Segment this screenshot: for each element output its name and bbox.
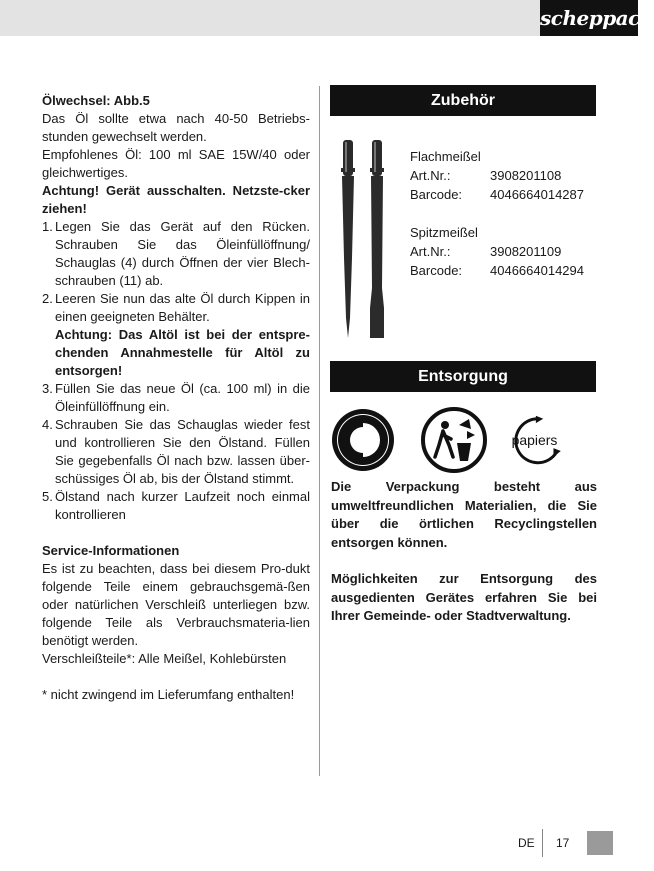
oil-recommendation: Empfohlenes Öl: 100 ml SAE 15W/40 oder gleichwertiges. (42, 147, 310, 180)
step-5: 5. Ölstand nach kurzer Laufzeit noch einmal kontrollieren (42, 489, 310, 522)
chisels-image (332, 138, 394, 343)
footer-divider (542, 829, 543, 857)
accessory-list: Flachmeißel Art.Nr.: 3908201108 Barcode: 4046664014287 Spitzmeißel Art.Nr.: 3908201109 Barcode: 4046664014294 (410, 147, 610, 280)
accessories-heading: Zubehör (330, 85, 596, 116)
art-number: 3908201109 (490, 244, 562, 259)
language-code: DE (518, 836, 535, 850)
left-column (42, 92, 310, 704)
oil-intro: Das Öl sollte etwa nach 40-50 Betriebs-stunden gewechselt werden. (42, 111, 310, 144)
disposal-heading: Entsorgung (330, 361, 596, 392)
oil-change-title: Ölwechsel: Abb.5 (42, 93, 150, 108)
scheppach-logo: scheppach (540, 0, 638, 36)
footnote: * nicht zwingend im Lieferumfang enthalten! (42, 687, 295, 702)
svg-text:papiers: papiers (511, 432, 558, 449)
tidyman-icon (421, 405, 487, 475)
oil-warning: Achtung! Gerät ausschalten. Netzste-cker ziehen! (42, 183, 310, 216)
barcode: 4046664014287 (490, 187, 584, 202)
column-divider (319, 86, 320, 776)
accessory-name-point: Spitzmeißel (410, 225, 478, 240)
barcode: 4046664014294 (490, 263, 584, 278)
step-2: 2. Leeren Sie nun das alte Öl durch Kippen in einen geeigneten Behälter. Achtung: Das Altöl ist bei der entspre-chenden Annahmestelle für Altöl zu entsorgen! (42, 291, 310, 378)
papiers-recycle-icon (508, 405, 574, 475)
page-number: 17 (556, 836, 570, 850)
accessory-name-flat: Flachmeißel (410, 149, 481, 164)
disposal-text: Möglichkeiten zur Entsorgung des ausgedienten Gerätes erfahren Sie bei Ihrer Gemeinde- oder Stadtverwaltung. (331, 571, 597, 623)
packaging-text: Die Verpackung besteht aus umweltfreundlichen Materialien, die Sie über die örtlichen Recyclingstellen entsorgen können. (331, 479, 597, 550)
step-1: 1. Legen Sie das Gerät auf den Rücken. Schrauben Sie das Öleinfüllöffnung/ Schauglas (4) durch Öffnen der vier Blech-schrauben (11) ab. (42, 219, 310, 288)
step-4: 4. Schrauben Sie das Schauglas wieder fest und kontrollieren Sie den Ölstand. Füllen Sie gegebenfalls Öl nach bzw. lassen über-schüssiges Öl ab, bis der Ölstand stimmt. (42, 417, 310, 486)
step-2-warning: Achtung: Das Altöl ist bei der entspre-chenden Annahmestelle für Altöl zu entsorgen! (55, 327, 310, 378)
step-3: 3. Füllen Sie das neue Öl (ca. 100 ml) in die Öleinfüllöffnung ein. (42, 381, 310, 414)
service-text: Es ist zu beachten, dass bei diesem Pro-dukt folgende Teile einem gebrauchsgemä-ßen oder natürlichen Verschleiß unterliegen bzw. folgende Teile als Verbrauchsmateria-lien benötigt werden. (42, 561, 310, 648)
page-marker-box (587, 831, 613, 855)
oil-steps-list (42, 218, 310, 524)
wear-parts: Verschleißteile*: Alle Meißel, Kohlebürsten (42, 651, 287, 666)
service-title: Service-Informationen (42, 543, 180, 558)
art-number: 3908201108 (490, 168, 562, 183)
green-dot-icon (330, 405, 396, 475)
